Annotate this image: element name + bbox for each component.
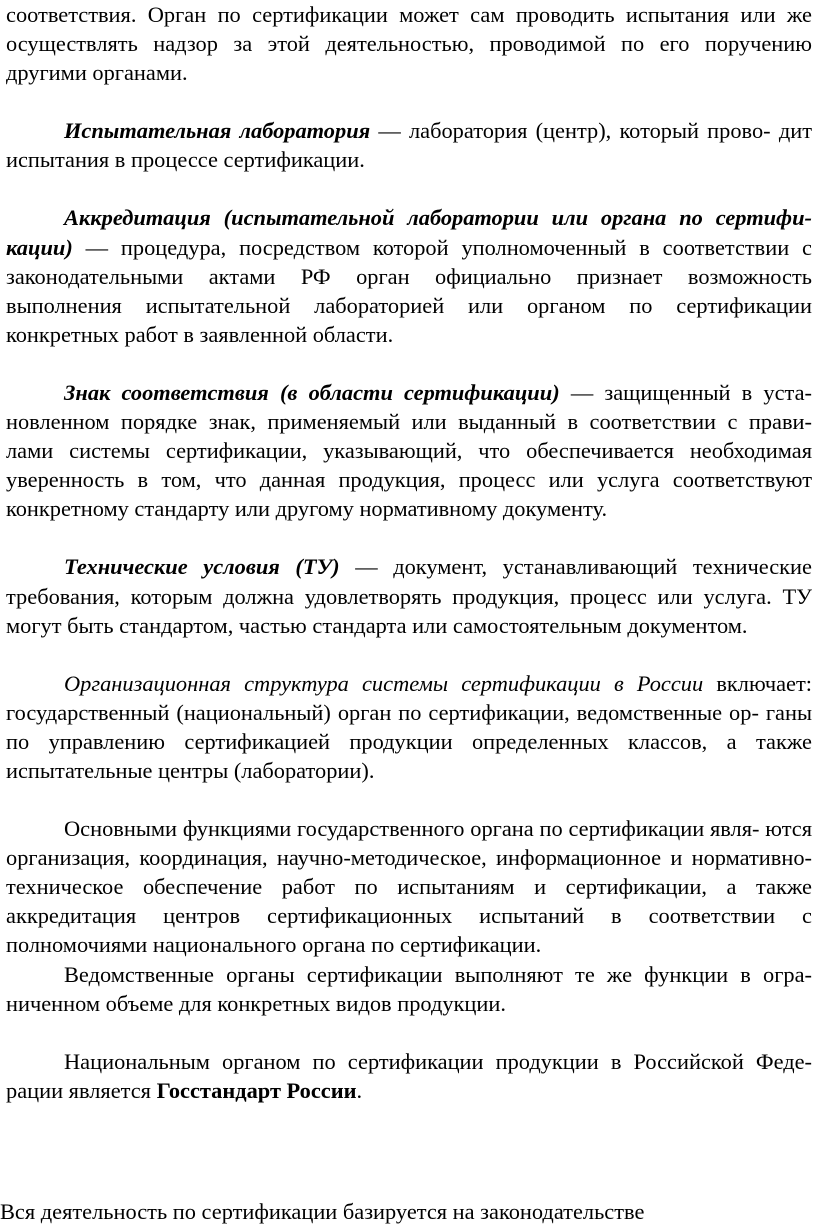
paragraph-technical-conditions <box>6 552 812 639</box>
term-conformity-mark: Знак соответствия (в области сертификации) <box>64 379 560 405</box>
definition-accreditation: — процедура, посредством которой уполномоченный в соответствии с законодательными актами РФ орган официально признает возможность выполнения испытательной лабораторией или органом по сертификации конкретных работ в заявленной области. <box>6 234 812 347</box>
term-technical-conditions: Технические условия (ТУ) <box>64 554 340 580</box>
paragraph-certification-body-continued: соответствия. Орган по сертификации может сам проводить испытания или же осуществлять надзор за этой деятельностью, проводимой по его поручению другими органами. <box>6 2 812 86</box>
term-accreditation: Аккредитация (испытательной лаборатории или органа по сертифи- кации) <box>6 205 812 260</box>
term-organizational-structure: Организационная структура системы сертификации в России <box>64 670 704 696</box>
paragraph-conformity-mark <box>6 378 812 523</box>
document-page <box>6 0 812 1105</box>
definition-organizational-structure: включает: государственный (национальный) орган по сертификации, ведомственные ор- ганы по управлению сертификацией продукции определенных классов, а также испытательные центры (лаборатории). <box>6 670 812 783</box>
paragraph-accreditation <box>6 203 812 348</box>
paragraph-main-functions: Основными функциями государственного органа по сертификации явля- ются организация, координация, научно-методическое, информационное и нормативно-техническое обеспечение работ по испытаниям и сертификации, а также аккредитация центров сертификационных испытаний в соответствии с полномочиями национального органа по сертификации. <box>6 816 812 958</box>
definition-technical-conditions: — документ, устанавливающий технические требования, которым должна удовлетворять продукция, процесс или услуга. ТУ могут быть стандартом, частью стандарта или самостоятельным документом. <box>6 554 812 638</box>
national-body-tail: . <box>356 1077 363 1103</box>
paragraph-departmental-bodies: Ведомственные органы сертификации выполняют те же функции в огра- ниченном объеме для конкретных видов продукции. <box>6 961 812 1016</box>
definition-testing-laboratory: — лаборатория (центр), который прово- дит испытания в процессе сертификации. <box>6 118 812 173</box>
paragraph-legislation-start: Вся деятельность по сертификации базируется на законодательстве <box>0 1199 645 1224</box>
gosstandart-name: Госстандарт России <box>156 1077 357 1103</box>
national-body-lead-text: Национальным органом по сертификации продукции в Российской Феде- рации является <box>6 1048 812 1103</box>
paragraph-organizational-structure <box>6 669 812 785</box>
paragraph-national-body <box>6 1047 812 1105</box>
term-testing-laboratory: Испытательная лаборатория <box>64 118 371 144</box>
definition-conformity-mark: — защищенный в уста- новленном порядке знак, применяемый или выданный в соответствии с прави- лами системы сертификации, указывающий, что обеспечивается необходимая уверенность в том, что данная продукция, процесс или услуга соответствуют конкретному стандарту или другому нормативному документу. <box>6 379 812 522</box>
paragraph-testing-laboratory <box>6 116 812 174</box>
